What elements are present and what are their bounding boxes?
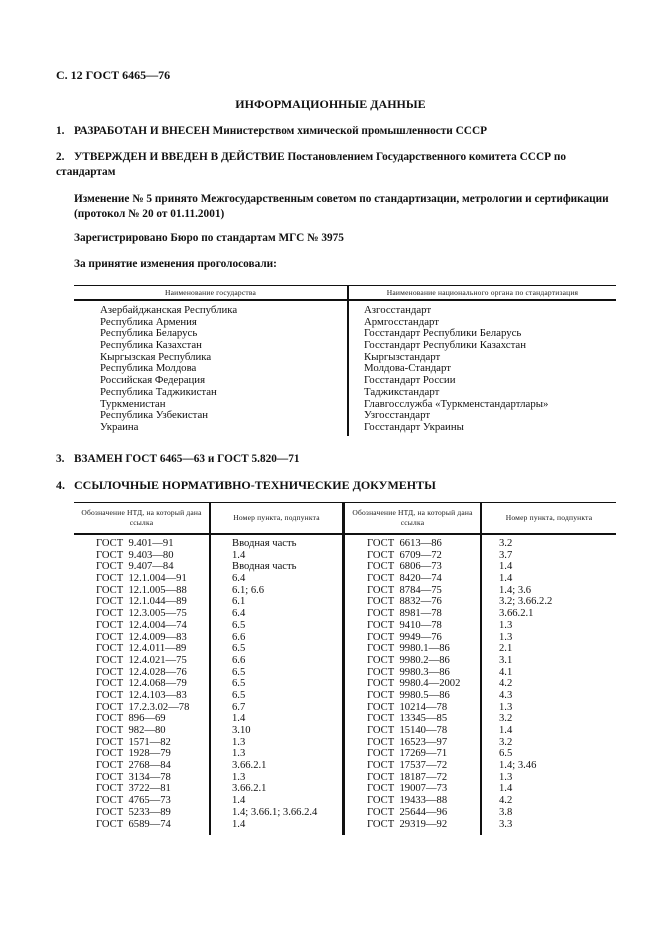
clause-number: 6.6 [232,631,246,643]
clause-number: 6.5 [232,643,246,655]
ntd-code: ГОСТ 3134—78 [96,771,171,783]
clause-number: Вводная часть [232,561,297,573]
ntd-code: ГОСТ 12.1.004—91 [96,573,187,585]
column-header-state: Наименование государства [164,288,256,297]
ntd-code: ГОСТ 982—80 [96,725,166,736]
standards-body-name: Армгосстандарт [364,315,439,328]
ntd-code: ГОСТ 12.1.005—88 [96,584,187,596]
state-name: Российская Федерация [100,374,206,387]
clause-number: 6.5 [232,666,246,678]
ntd-code: ГОСТ 1571—82 [96,736,171,748]
table-divider [342,502,345,835]
ntd-code: ГОСТ 8784—75 [367,584,442,596]
clause-number: 6.1; 6.6 [232,584,265,596]
ntd-code: ГОСТ 9.403—80 [96,549,174,561]
clause-number: 3.2 [499,736,513,748]
state-name: Азербайджанская Республика [100,304,238,316]
section-number: 1. [56,125,65,137]
standards-body-name: Главгосслужба «Туркменстандартлары» [364,397,549,410]
ntd-code: ГОСТ 6709—72 [367,549,442,561]
table-border [74,299,616,301]
state-name: Кыргызская Республика [100,350,212,363]
bodies-column [364,305,548,434]
clause-number: 3.2 [499,538,513,549]
clause-number: 3.1 [499,654,513,666]
standards-body-name: Госстандарт Республики Казахстан [364,339,526,352]
clause-number: 1.4 [232,818,246,830]
ntd-code: ГОСТ 12.4.009—83 [96,631,187,643]
ntd-code: ГОСТ 9980.5—86 [367,689,450,701]
amendment-note: Изменение № 5 принято Межгосударственным советом по стандартизации, метрологии и сертификации (протокол № 20 от 01.11.2001) [74,193,609,220]
ntd-code: ГОСТ 3722—81 [96,783,171,795]
column-header-ntd-left: Обозначение НТД, на который дана ссылка [81,508,202,527]
clause-number: 6.5 [232,619,246,631]
table-border [74,502,616,503]
section-heading: УТВЕРЖДЕН И ВВЕДЕН В ДЕЙСТВИЕ [74,151,285,163]
clause-number: 1.3 [499,701,513,713]
column-header-ntd-right: Обозначение НТД, на который дана ссылка [352,508,473,527]
ntd-code: ГОСТ 2768—84 [96,760,171,772]
clause-number: 6.5 [232,689,246,701]
standards-body-name: Молдова-Стандарт [364,362,451,375]
clause-number: 3.8 [499,806,513,818]
state-name: Украина [100,420,139,433]
clause-number: 6.6 [232,654,246,666]
column-header-clause-right: Номер пункта, подпункта [505,513,593,522]
section-text: Постановлением Государственного комитета СССР по стандартам [56,151,566,178]
clause-number: 3.66.2.1 [499,608,534,620]
ntd-code: ГОСТ 8420—74 [367,573,442,585]
clause-number: 3.7 [499,549,513,561]
ntd-code: ГОСТ 12.4.004—74 [96,619,187,631]
table-border [74,533,616,535]
clause-number: 1.4 [232,795,246,807]
clause-number: 1.4 [499,561,513,573]
clause-number: 6.4 [232,573,246,585]
ntd-code: ГОСТ 25644—96 [367,806,448,818]
standards-body-name: Узгосстандарт [364,409,431,422]
state-name: Республика Таджикистан [100,385,217,398]
section-text: Министерством химической промышленности СССР [209,125,488,137]
clause-number: 1.3 [499,631,513,643]
standards-body-name: Госстандарт Украины [364,420,464,433]
ntd-code: ГОСТ 10214—78 [367,701,448,713]
ntd-code: ГОСТ 9980.4—2002 [367,678,461,690]
section-number: 4. [56,478,65,492]
ntd-code: ГОСТ 19007—73 [367,783,448,795]
ntd-code: ГОСТ 9.401—91 [96,538,174,549]
table-divider [347,285,349,436]
ntd-column-left [96,538,189,830]
clause-number: 1.4 [499,725,513,736]
ntd-code: ГОСТ 12.3.005—75 [96,608,187,620]
section-number: 2. [56,151,65,163]
clause-number: 1.4 [499,573,513,585]
ntd-code: ГОСТ 896—69 [96,713,166,725]
ntd-code: ГОСТ 17269—71 [367,748,448,760]
table-divider [209,502,211,835]
clause-number: 3.66.2.1 [232,783,267,795]
ntd-code: ГОСТ 16523—97 [367,736,448,748]
clause-number: 1.3 [232,771,246,783]
ntd-code: ГОСТ 6589—74 [96,818,171,830]
clause-number: 1.3 [232,736,246,748]
ntd-code: ГОСТ 8981—78 [367,608,442,620]
page-title: ИНФОРМАЦИОННЫЕ ДАННЫЕ [235,97,426,111]
section-number: 3. [56,453,65,465]
states-column [100,305,237,434]
voted-label: За принятие изменения проголосовали: [74,258,277,270]
ntd-code: ГОСТ 12.4.028—76 [96,666,187,678]
column-header-standards-body: Наименование национального органа по стандартизация [386,288,579,297]
state-name: Республика Казахстан [100,339,202,352]
ntd-code: ГОСТ 17.2.3.02—78 [96,701,190,713]
standards-body-name: Госстандарт России [364,374,456,387]
ntd-code: ГОСТ 18187—72 [367,771,448,783]
clause-number: 1.4; 3.6 [499,584,532,596]
section-heading: РАЗРАБОТАН И ВНЕСЕН [74,125,210,137]
section-heading: ССЫЛОЧНЫЕ НОРМАТИВНО-ТЕХНИЧЕСКИЕ ДОКУМЕНТЫ [74,478,436,492]
section-3 [56,452,300,467]
section-1 [56,124,616,139]
ntd-code: ГОСТ 9.407—84 [96,561,174,573]
ntd-code: ГОСТ 19433—88 [367,795,448,807]
clause-number: 4.2 [499,678,513,690]
clause-number: 4.3 [499,689,513,701]
clause-number: 4.2 [499,795,513,807]
standards-body-name: Госстандарт Республики Беларусь [364,327,522,340]
clause-number: 3.2 [499,713,513,725]
standards-body-name: Азгосстандарт [364,304,432,316]
state-name: Республика Армения [100,315,197,328]
section-2 [56,150,616,180]
ntd-code: ГОСТ 5233—89 [96,806,171,818]
standards-body-name: Таджикстандарт [364,385,440,398]
clause-number: 4.1 [499,666,513,678]
clause-number: 1.4; 3.46 [499,760,537,772]
clause-number: 1.3 [499,619,513,631]
ntd-code: ГОСТ 9980.2—86 [367,654,450,666]
clause-number: 1.4 [499,783,513,795]
ntd-code: ГОСТ 12.4.103—83 [96,689,187,701]
registration-note: Зарегистрировано Бюро по стандартам МГС № 3975 [74,232,344,244]
clause-number: 1.4 [232,549,246,561]
ntd-code: ГОСТ 13345—85 [367,713,448,725]
clause-number: Вводная часть [232,538,297,549]
ntd-code: ГОСТ 1928—79 [96,748,171,760]
clause-number: 3.10 [232,725,251,736]
clause-number: 3.2; 3.66.2.2 [499,596,553,608]
clause-number: 3.3 [499,818,513,830]
table-divider [480,502,482,835]
state-name: Республика Узбекистан [100,409,209,422]
section-4 [56,478,436,493]
clause-number: 1.3 [499,771,513,783]
ntd-code: ГОСТ 12.4.011—89 [96,643,187,655]
ntd-code: ГОСТ 9980.3—86 [367,666,450,678]
ntd-code: ГОСТ 4765—73 [96,795,171,807]
ntd-code: ГОСТ 29319—92 [367,818,448,830]
ntd-code: ГОСТ 9949—76 [367,631,442,643]
ntd-code: ГОСТ 17537—72 [367,760,448,772]
clause-number: 6.5 [232,678,246,690]
clause-number: 6.1 [232,596,246,608]
ntd-code: ГОСТ 6806—73 [367,561,442,573]
section-heading: ВЗАМЕН ГОСТ 6465—63 и ГОСТ 5.820—71 [74,453,300,465]
clause-number: 6.5 [499,748,513,760]
column-header-clause-left: Номер пункта, подпункта [233,513,320,522]
ntd-code: ГОСТ 9980.1—86 [367,643,450,655]
clause-number: 1.4 [232,713,246,725]
ntd-code: ГОСТ 9410—78 [367,619,442,631]
ntd-code: ГОСТ 8832—76 [367,596,442,608]
clause-number: 1.4; 3.66.1; 3.66.2.4 [232,806,318,818]
clause-number: 1.3 [232,748,246,760]
clause-column-right [499,538,552,830]
table-border [74,285,616,286]
ntd-column-right [367,538,460,830]
ntd-code: ГОСТ 12.1.044—89 [96,596,187,608]
state-name: Республика Беларусь [100,327,198,340]
ntd-code: ГОСТ 6613—86 [367,538,442,549]
clause-number: 6.4 [232,608,246,620]
clause-number: 6.7 [232,701,246,713]
standards-body-name: Кыргызстандарт [364,350,441,363]
clause-number: 3.66.2.1 [232,760,267,772]
ntd-code: ГОСТ 12.4.021—75 [96,654,187,666]
ntd-code: ГОСТ 15140—78 [367,725,448,736]
state-name: Республика Молдова [100,362,197,375]
ntd-code: ГОСТ 12.4.068—79 [96,678,187,690]
clause-column-left [232,538,317,830]
page-header: С. 12 ГОСТ 6465—76 [56,68,171,82]
state-name: Туркменистан [100,397,166,410]
clause-number: 2.1 [499,643,513,655]
